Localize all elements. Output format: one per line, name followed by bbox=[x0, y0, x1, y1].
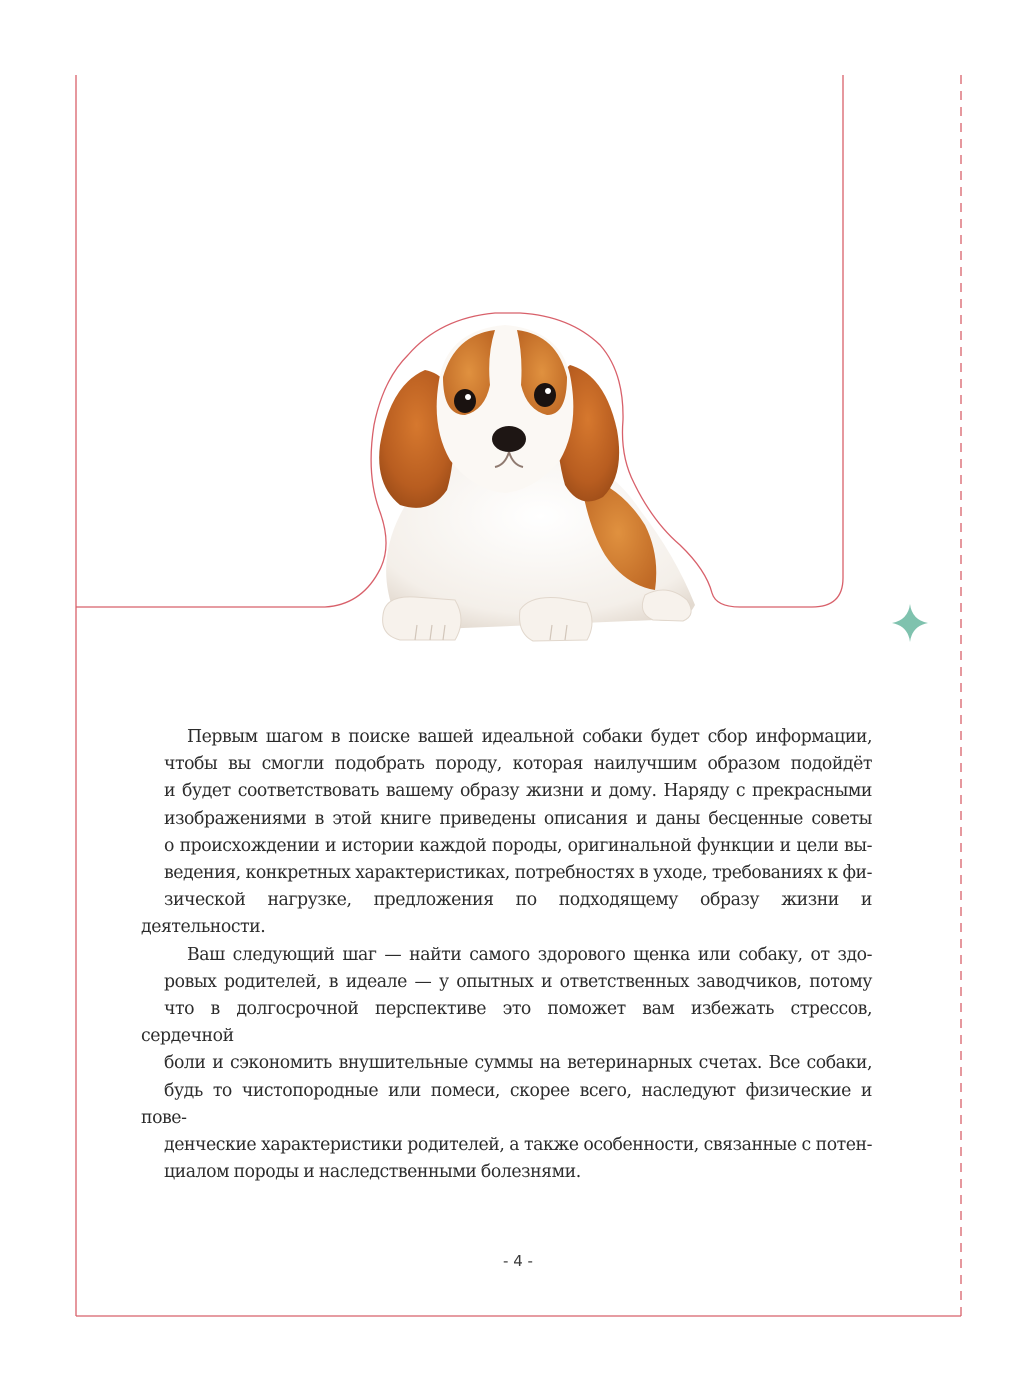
puppy-left-eye-shine bbox=[465, 394, 471, 400]
puppy-left-paw bbox=[383, 597, 461, 640]
puppy-right-eye-shine bbox=[545, 388, 551, 394]
paragraph-1 bbox=[141, 724, 872, 942]
paragraph-2 bbox=[141, 942, 872, 1187]
four-point-star-icon bbox=[892, 604, 928, 642]
paragraph-2-line: будь то чистопородные или помеси, скорее всего, наследуют физические и пове- bbox=[141, 1080, 872, 1128]
paragraph-1-line: и будет соответствовать вашему образу жизни и дому. Наряду с прекрасными bbox=[164, 781, 872, 802]
puppy-right-eye bbox=[534, 383, 556, 407]
paragraph-1-line: изображениями в этой книге приведены описания и даны бесценные советы bbox=[164, 808, 872, 829]
article-body bbox=[141, 724, 872, 1186]
paragraph-2-line: что в долгосрочной перспективе это поможет вам избежать стрессов, сердечной bbox=[141, 999, 872, 1047]
paragraph-2-line: циалом породы и наследственными болезнями. bbox=[164, 1162, 581, 1183]
page-number: - 4 - bbox=[503, 1252, 533, 1270]
paragraph-1-line: зической нагрузке, предложения по подходящему образу жизни и деятельности. bbox=[141, 890, 872, 938]
puppy-left-eye bbox=[454, 389, 476, 413]
paragraph-2-line: Ваш следующий шаг — найти самого здорового щенка или собаку, от здо- bbox=[187, 944, 872, 965]
puppy-right-paw bbox=[520, 598, 592, 642]
paragraph-2-line: денческие характеристики родителей, а также особенности, связанные с потен- bbox=[164, 1135, 872, 1156]
puppy-nose bbox=[492, 426, 526, 452]
paragraph-2-line: ровых родителей, в идеале — у опытных и ответственных заводчиков, потому bbox=[164, 971, 872, 992]
paragraph-1-line: чтобы вы смогли подобрать породу, которая наилучшим образом подойдёт bbox=[164, 754, 872, 775]
paragraph-1-line: о происхождении и истории каждой породы, оригинальной функции и цели вы- bbox=[164, 835, 872, 856]
paragraph-2-line: боли и сэкономить внушительные суммы на ветеринарных счетах. Все собаки, bbox=[164, 1053, 872, 1074]
cavalier-king-charles-puppy-photo bbox=[355, 315, 705, 650]
paragraph-1-line: ведения, конкретных характеристиках, потребностях в уходе, требованиях к фи- bbox=[164, 863, 872, 884]
paragraph-1-line: Первым шагом в поиске вашей идеальной собаки будет сбор информации, bbox=[187, 727, 872, 747]
